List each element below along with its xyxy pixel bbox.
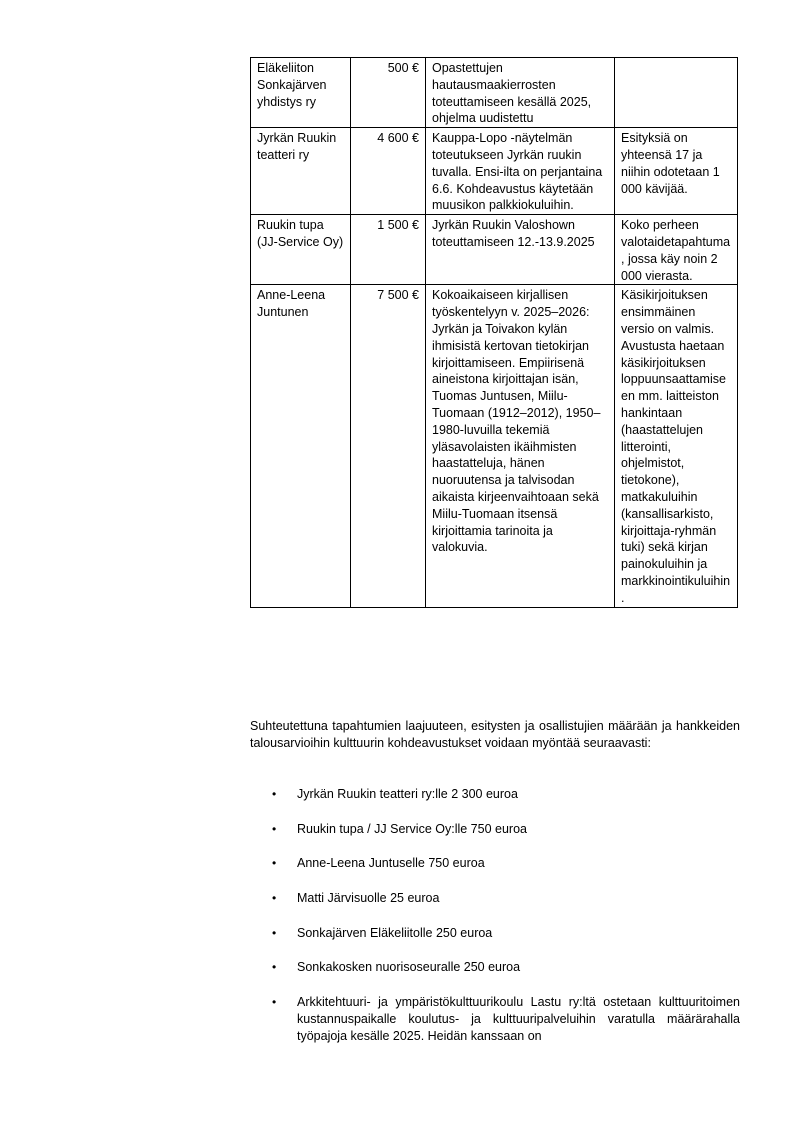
amount-cell: 500 € [351, 58, 426, 128]
list-item [250, 855, 740, 872]
list-item-text: Jyrkän Ruukin teatteri ry:lle 2 300 euroa [297, 787, 518, 801]
list-item [250, 890, 740, 907]
list-item [250, 821, 740, 838]
table-row [251, 215, 738, 285]
list-item [250, 994, 740, 1045]
purpose-cell: Kokoaikaiseen kirjallisen työskentelyyn v. 2025–2026: Jyrkän ja Toivakon kylän ihmisistä kertovan tietokirjan kirjoittamiseen. Empiirisenä aineistona kirjoittajan isän, Tuomas Juntusen, Miilu-Tuomaan (1912–2012), 1950–1980-luvuilla tekemiä yläsavolaisten ikäihmisten haastatteluja, hänen nuoruutensa ja talvisodan aikaista kirjeenvaihtoaan sekä Miilu-Tuomaan itsensä kirjoittamia tarinoita ja valokuvia. [426, 285, 615, 607]
intro-paragraph: Suhteutettuna tapahtumien laajuuteen, esitysten ja osallistujien määrään ja hankkeiden talousarvioihin kulttuurin kohdeavustukset voidaan myöntää seuraavasti: [250, 719, 740, 750]
table-row [251, 285, 738, 607]
list-item-text: Sonkajärven Eläkeliitolle 250 euroa [297, 925, 493, 940]
bullet-icon: • [272, 891, 277, 906]
amount-cell: 1 500 € [351, 215, 426, 285]
table-row [251, 128, 738, 215]
list-item [250, 786, 740, 803]
notes-cell: Käsikirjoituksen ensimmäinen versio on valmis. Avustusta haetaan käsikirjoituksen loppuunsaattamiseen mm. laitteiston hankintaan (haastattelujen litterointi, ohjelmistot, tietokone), matkakuluihin (kansallisarkisto, kirjoittaja-ryhmän tuki) sekä kirjan painokuluihin ja markkinointikuluihin. [615, 285, 738, 607]
bullet-icon: • [272, 821, 277, 836]
list-item [250, 925, 740, 942]
notes-cell: Esityksiä on yhteensä 17 ja niihin odotetaan 1 000 kävijää. [615, 128, 738, 215]
bullet-icon: • [272, 856, 277, 871]
list-item-text: Anne-Leena Juntuselle 750 euroa [297, 856, 485, 871]
amount-cell: 4 600 € [351, 128, 426, 215]
notes-cell [615, 58, 738, 128]
purpose-cell: Jyrkän Ruukin Valoshown toteuttamiseen 12.-13.9.2025 [426, 215, 615, 285]
list-item [250, 959, 740, 976]
notes-cell: Koko perheen valotaidetapahtuma, jossa käy noin 2 000 vierasta. [615, 215, 738, 285]
bullet-icon: • [272, 960, 277, 975]
list-item-text: Arkkitehtuuri- ja ympäristökulttuurikoulu Lastu ry:ltä ostetaan kulttuuritoimen kustannuspaikalle koulutus- ja kulttuuripalveluihin varatulla määrärahalla työpajoja kesälle 2025. Heidän kanssaan on [297, 995, 740, 1044]
purpose-cell: Opastettujen hautausmaakierrosten toteuttamiseen kesällä 2025, ohjelma uudistettu [426, 58, 615, 128]
applicant-cell: Ruukin tupa (JJ-Service Oy) [251, 215, 351, 285]
table-row [251, 58, 738, 128]
list-item-text: Matti Järvisuolle 25 euroa [297, 891, 440, 906]
list-item-text: Ruukin tupa / JJ Service Oy:lle 750 euroa [297, 821, 527, 836]
bullet-icon: • [272, 787, 277, 801]
applicant-cell: Jyrkän Ruukin teatteri ry [251, 128, 351, 215]
bullet-icon: • [272, 995, 277, 1010]
applicant-cell: Eläkeliiton Sonkajärven yhdistys ry [251, 58, 351, 128]
purpose-cell: Kauppa-Lopo -näytelmän toteutukseen Jyrkän ruukin tuvalla. Ensi-ilta on perjantaina 6.6. Kohdeavustus käytetään muusikon palkkiokuluihin. [426, 128, 615, 215]
bullet-icon: • [272, 925, 277, 940]
grants-table [250, 57, 738, 608]
applicant-cell: Anne-Leena Juntunen [251, 285, 351, 607]
list-item-text: Sonkakosken nuorisoseuralle 250 euroa [297, 960, 521, 975]
amount-cell: 7 500 € [351, 285, 426, 607]
grant-list [250, 786, 740, 1063]
